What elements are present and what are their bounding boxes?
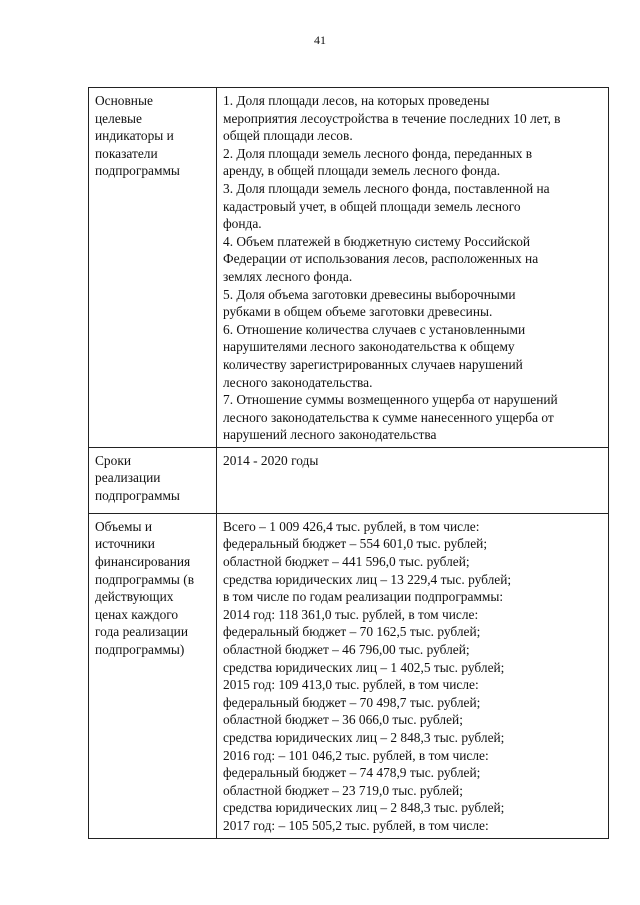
row-label-line: подпрограммы (в — [95, 571, 195, 587]
row-value-line: федеральный бюджет – 554 601,0 тыс. рублей; — [223, 536, 488, 552]
row-value-line: количеству зарегистрированных случаев нарушений — [223, 356, 523, 372]
row-value-line: областной бюджет – 23 719,0 тыс. рублей; — [223, 782, 463, 798]
row-value-line: в том числе по годам реализации подпрограммы: — [223, 589, 504, 605]
row-value-line: лесного законодательства к сумме нанесенного ущерба от — [223, 409, 554, 425]
page-number: 41 — [314, 33, 326, 47]
row-value-cell — [217, 88, 609, 448]
row-label-line: Объемы и — [95, 518, 153, 534]
row-label-line: Сроки — [95, 452, 131, 468]
row-value-line: средства юридических лиц – 2 848,3 тыс. рублей; — [223, 800, 505, 816]
row-value-line: 2. Доля площади земель лесного фонда, переданных в — [223, 145, 533, 161]
table-row-timeline — [89, 447, 609, 513]
row-value-line: 2014 год: 118 361,0 тыс. рублей, в том числе: — [223, 606, 479, 622]
row-value-line: фонда. — [223, 216, 262, 232]
row-value-line: землях лесного фонда. — [223, 268, 353, 284]
row-value-line: Федерации от использования лесов, расположенных на — [223, 251, 539, 267]
row-value-line: средства юридических лиц – 1 402,5 тыс. рублей; — [223, 659, 505, 675]
row-label-line: Основные — [95, 93, 153, 108]
row-value-cell — [217, 513, 609, 838]
row-value-line: Всего – 1 009 426,4 тыс. рублей, в том числе: — [223, 518, 480, 534]
row-label-line: реализации — [95, 470, 161, 486]
table-row-funding — [89, 513, 609, 838]
row-label-line: финансирования — [95, 554, 191, 570]
row-label-line: подпрограммы) — [95, 642, 185, 658]
row-label-line: ценах каждого — [95, 606, 179, 622]
row-value-line: 4. Объем платежей в бюджетную систему Российской — [223, 233, 531, 249]
row-label-cell — [89, 447, 217, 513]
row-label-line: подпрограммы — [95, 163, 180, 179]
row-label-line: года реализации — [95, 624, 189, 640]
row-value-line: 3. Доля площади земель лесного фонда, поставленной на — [223, 180, 550, 196]
row-value-line: средства юридических лиц – 13 229,4 тыс. рублей; — [223, 571, 512, 587]
row-value-line: федеральный бюджет – 74 478,9 тыс. рублей; — [223, 765, 481, 781]
row-value-line: 2017 год: – 105 505,2 тыс. рублей, в том числе: — [223, 817, 489, 833]
row-label-line: источники — [95, 536, 155, 552]
row-label-cell — [89, 88, 217, 448]
row-value-line: 2015 год: 109 413,0 тыс. рублей, в том числе: — [223, 677, 479, 693]
row-value-line: нарушителями лесного законодательства к общему — [223, 339, 515, 355]
row-value-line: 2014 - 2020 годы — [223, 452, 319, 468]
subprogram-passport-table — [88, 87, 609, 839]
row-value-line: кадастровый учет, в общей площади земель лесного — [223, 198, 521, 214]
row-value-line: 6. Отношение количества случаев с установленными — [223, 321, 526, 337]
row-label-cell — [89, 513, 217, 838]
row-value-line: аренду, в общей площади земель лесного фонда. — [223, 163, 501, 179]
row-value-line: областной бюджет – 36 066,0 тыс. рублей; — [223, 712, 463, 728]
row-value-line: 7. Отношение суммы возмещенного ущерба от нарушений — [223, 392, 558, 408]
row-value-line: рубками в общем объеме заготовки древесины. — [223, 304, 493, 320]
row-value-line: мероприятия лесоустройства в течение последних 10 лет, в — [223, 110, 561, 126]
row-label-line: индикаторы и — [95, 128, 174, 144]
row-value-line: средства юридических лиц – 2 848,3 тыс. рублей; — [223, 730, 505, 745]
row-label-line: действующих — [95, 589, 174, 605]
table-row-indicators — [89, 88, 609, 448]
row-value-cell — [217, 447, 609, 513]
row-value-line: общей площади лесов. — [223, 128, 353, 144]
row-value-line: нарушений лесного законодательства — [223, 427, 437, 443]
row-value-line: 5. Доля объема заготовки древесины выборочными — [223, 286, 516, 302]
row-value-line: областной бюджет – 46 796,00 тыс. рублей; — [223, 642, 470, 658]
row-value-line: 2016 год: – 101 046,2 тыс. рублей, в том числе: — [223, 747, 489, 763]
row-value-line: областной бюджет – 441 596,0 тыс. рублей; — [223, 554, 470, 570]
row-value-line: федеральный бюджет – 70 162,5 тыс. рублей; — [223, 624, 481, 640]
row-value-line: федеральный бюджет – 70 498,7 тыс. рублей; — [223, 694, 481, 710]
row-value-line: лесного законодательства. — [223, 374, 373, 390]
row-label-line: целевые — [95, 110, 142, 126]
row-value-line: 1. Доля площади лесов, на которых проведены — [223, 93, 490, 108]
row-label-line: подпрограммы — [95, 488, 180, 504]
row-label-line: показатели — [95, 145, 158, 161]
